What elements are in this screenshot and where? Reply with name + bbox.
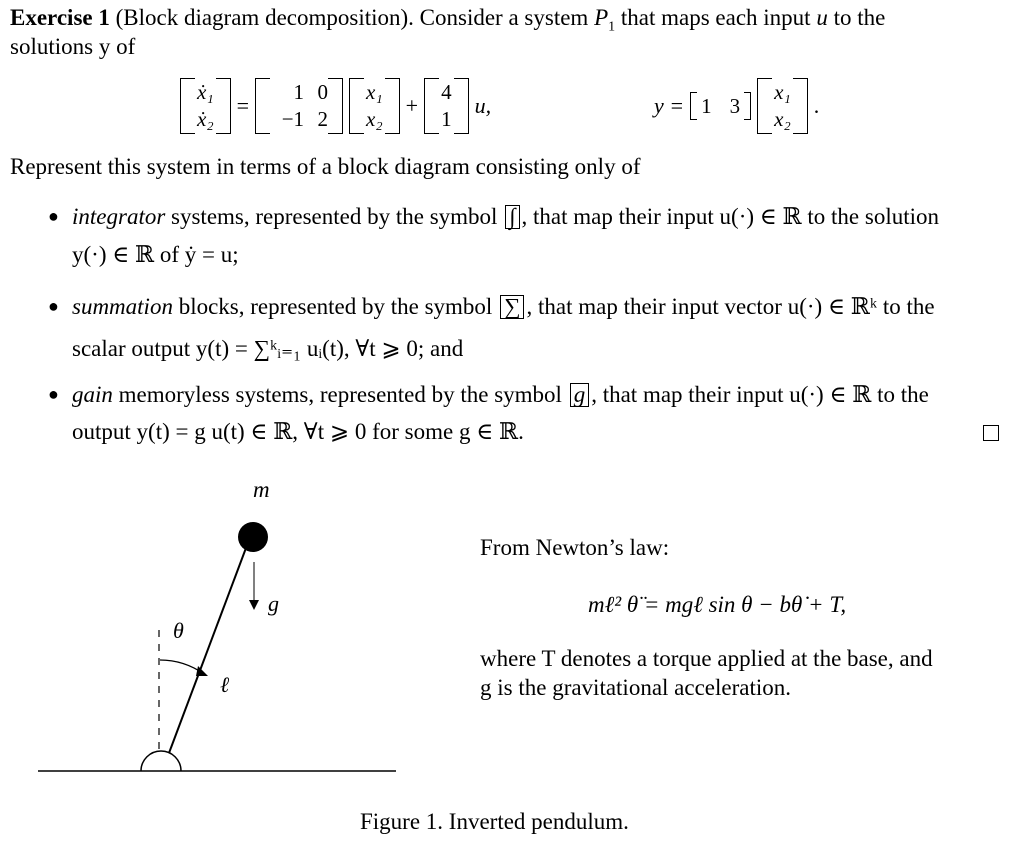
system-name: P: [594, 5, 609, 30]
pendulum-rod: [169, 540, 249, 753]
a12: 0: [317, 80, 329, 104]
gain-text-b: , that map their input u(·) ∈ ℝ to the: [591, 382, 929, 407]
theta-label: θ: [173, 618, 184, 643]
length-label: ℓ: [220, 672, 230, 697]
xdot1: ẋ₁: [197, 80, 214, 104]
input-symbol: u: [816, 5, 828, 30]
newton-note-2: g is the gravitational acceleration.: [480, 675, 792, 700]
summation-term: summation: [72, 294, 173, 319]
represent-sentence: Represent this system in terms of a block diagram consisting only of: [10, 154, 641, 179]
intro-a: Consider a system: [419, 5, 589, 30]
xdot2: ẋ₂: [197, 107, 214, 131]
newton-intro: From Newton’s law:: [480, 535, 670, 560]
matrix-a: [255, 78, 343, 134]
x2: x₂: [366, 107, 383, 131]
figure-caption: Figure 1. Inverted pendulum.: [360, 809, 629, 834]
intro-c: to the: [833, 5, 886, 30]
period: .: [813, 93, 820, 118]
gain-text-c: output y(t) = g u(t) ∈ ℝ, ∀t ⩾ 0 for some g ∈ ℝ.: [72, 419, 524, 444]
u-tail: u,: [474, 93, 492, 118]
gravity-arrowhead: [249, 600, 259, 610]
matrix-c: [690, 92, 751, 120]
summation-text-c: scalar output y(t) = ∑ᵏᵢ₌₁ uᵢ(t), ∀t ⩾ 0; and: [72, 336, 464, 361]
output-state-vector: [757, 78, 808, 134]
bullet-dot: ●: [48, 206, 59, 226]
state-equation: [180, 78, 491, 134]
newton-equation: mℓ² θ̈ = mgℓ sin θ − bθ̇ + T,: [588, 592, 847, 617]
equals-sign: =: [236, 93, 250, 118]
integrator-symbol: ∫: [505, 205, 519, 229]
exercise-line2: solutions y of: [10, 34, 136, 59]
integrator-text-c: y(·) ∈ ℝ of ẏ = u;: [72, 242, 239, 267]
bullet-summation: [72, 292, 1007, 321]
c2: 3: [729, 93, 741, 118]
plus-sign: +: [405, 93, 419, 118]
newton-note-1: where T denotes a torque applied at the base, and: [480, 646, 933, 671]
gain-text-a: memoryless systems, represented by the symbol: [118, 382, 562, 407]
bullet-gain: [72, 380, 1007, 409]
pendulum-figure: [0, 470, 460, 790]
bullet-dot: ●: [48, 296, 59, 316]
mass-label: m: [253, 477, 270, 502]
exercise-header: [10, 3, 1015, 42]
x1-out: x₁: [774, 80, 791, 104]
integrator-text-b: , that map their input u(·) ∈ ℝ to the solution: [521, 204, 940, 229]
c1: 1: [701, 93, 712, 118]
system-sub: 1: [608, 19, 616, 35]
state-derivative-vector: [180, 78, 231, 134]
y-label: y =: [654, 93, 685, 118]
gain-term: gain: [72, 382, 113, 407]
intro-b: that maps each input: [620, 5, 811, 30]
state-vector: [349, 78, 400, 134]
exercise-subtitle: (Block diagram decomposition).: [115, 5, 414, 30]
x1: x₁: [366, 80, 383, 104]
summation-symbol: ∑: [500, 295, 524, 319]
x2-out: x₂: [774, 107, 791, 131]
bullet-dot: ●: [48, 384, 59, 404]
output-equation: [654, 78, 819, 134]
pendulum-mass: [238, 522, 268, 552]
matrix-b: [424, 78, 469, 134]
exercise-heading: Exercise 1: [10, 5, 110, 30]
a21: −1: [281, 107, 305, 131]
pivot-base: [141, 751, 181, 771]
summation-text-a: blocks, represented by the symbol: [178, 294, 493, 319]
integrator-text-a: systems, represented by the symbol: [171, 204, 498, 229]
bullet-integrator: [72, 202, 1007, 231]
gain-symbol: g: [570, 383, 590, 407]
integrator-term: integrator: [72, 204, 166, 229]
b1: 4: [441, 80, 452, 104]
summation-text-b: , that map their input vector u(·) ∈ ℝᵏ to the: [526, 294, 935, 319]
a22: 2: [317, 107, 329, 131]
b2: 1: [441, 107, 452, 131]
gravity-label: g: [268, 591, 279, 616]
a11: 1: [293, 80, 305, 104]
qed-box: [983, 425, 999, 441]
